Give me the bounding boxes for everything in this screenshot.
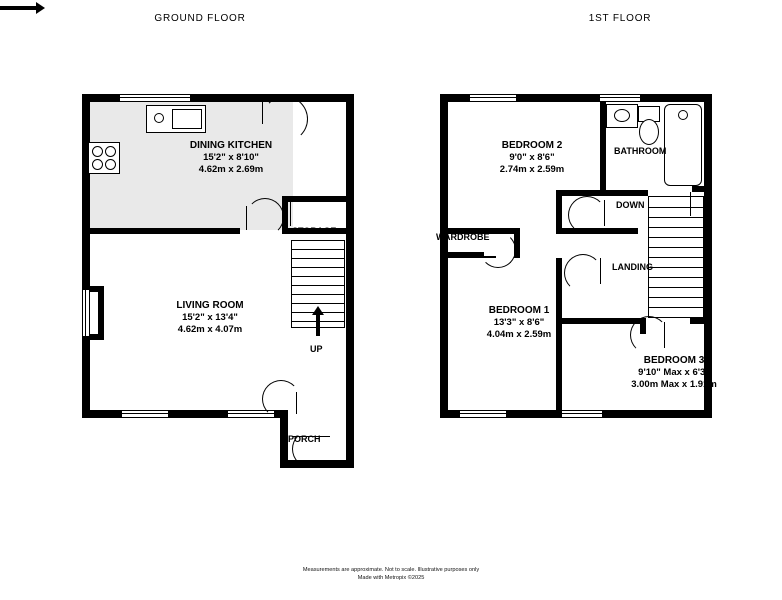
gf-bay-nib-side bbox=[98, 286, 104, 340]
ff-door-bed2-swing bbox=[568, 196, 606, 234]
label-living-room-metric: 4.62m x 4.07m bbox=[177, 324, 243, 335]
label-bedroom-2-metric: 2.74m x 2.59m bbox=[499, 164, 565, 175]
label-wardrobe: WARDROBE bbox=[436, 232, 490, 242]
kitchen-hob-ring-4 bbox=[105, 159, 116, 170]
gf-door-lounge-swing bbox=[246, 198, 284, 236]
label-bedroom-3-name: BEDROOM 3 bbox=[643, 355, 705, 366]
label-living-room-name: LIVING ROOM bbox=[176, 300, 244, 311]
ff-stairs-down-arrow bbox=[0, 0, 48, 16]
label-dining-kitchen-name: DINING KITCHEN bbox=[189, 140, 273, 151]
label-bathroom: BATHROOM bbox=[614, 146, 667, 156]
gf-window-living-bottom-1-glass bbox=[122, 413, 168, 414]
ff-staircase bbox=[648, 196, 704, 318]
ff-wall-bed3-top-right bbox=[690, 318, 712, 324]
gf-door-kitchen-swing bbox=[262, 96, 308, 142]
gf-window-living-bottom-1 bbox=[122, 411, 168, 417]
label-bedroom-2 bbox=[442, 140, 622, 176]
label-dining-kitchen bbox=[136, 140, 326, 176]
ff-window-bathroom-top bbox=[600, 95, 640, 101]
label-dining-kitchen-metric: 4.62m x 2.69m bbox=[198, 164, 264, 175]
label-bedroom-2-name: BEDROOM 2 bbox=[501, 140, 563, 151]
first-floor-title: 1ST FLOOR bbox=[588, 13, 652, 24]
footer-disclaimer bbox=[0, 566, 782, 582]
label-bedroom-1-imperial: 13'3" x 8'6" bbox=[493, 317, 545, 328]
gf-internal-wall-kitchen bbox=[90, 228, 240, 234]
ff-wall-bathroom-right-nib bbox=[692, 186, 712, 192]
ff-window-bed1-bottom-glass bbox=[460, 413, 506, 414]
gf-window-kitchen-top-glass bbox=[120, 97, 190, 98]
label-bedroom-3 bbox=[584, 355, 764, 391]
kitchen-hob-ring-2 bbox=[105, 146, 116, 157]
gf-window-living-left-glass bbox=[85, 290, 86, 336]
ff-door-bed3-swing bbox=[630, 316, 668, 354]
label-bedroom-3-metric: 3.00m Max x 1.91m bbox=[631, 379, 717, 390]
gf-window-living-bottom-2-glass bbox=[228, 413, 274, 414]
kitchen-hob-ring-1 bbox=[92, 146, 103, 157]
kitchen-hob-ring-3 bbox=[92, 159, 103, 170]
kitchen-sink-tap bbox=[154, 113, 164, 123]
ff-window-bed3-bottom bbox=[556, 411, 602, 417]
label-bedroom-1-metric: 4.04m x 2.59m bbox=[486, 329, 552, 340]
kitchen-sink-basin bbox=[172, 109, 202, 129]
label-bedroom-3-imperial: 9'10" Max x 6'3" bbox=[638, 367, 710, 378]
label-dining-kitchen-imperial: 15'2" x 8'10" bbox=[203, 152, 259, 163]
gf-stairs-label: UP bbox=[310, 344, 323, 354]
footer-line-1: Measurements are approximate. Not to scale. Illustrative purposes only bbox=[302, 567, 480, 573]
footer-line-2: Made with Metropix ©2025 bbox=[357, 575, 425, 581]
gf-window-kitchen-top bbox=[120, 95, 190, 101]
ff-window-bed2-top bbox=[470, 95, 516, 101]
label-living-room bbox=[115, 300, 305, 336]
bathroom-wc-pan bbox=[639, 119, 659, 145]
label-bedroom-1-name: BEDROOM 1 bbox=[488, 305, 550, 316]
ff-window-bed2-top-glass bbox=[470, 97, 516, 98]
gf-stairs-up-arrow bbox=[311, 306, 325, 336]
ff-window-bathroom-top-glass bbox=[600, 97, 640, 98]
gf-wall-right bbox=[346, 94, 354, 464]
ff-window-bed3-bottom-glass bbox=[556, 413, 602, 414]
ff-stairs-label: DOWN bbox=[616, 200, 645, 210]
gf-door-porch-inner-swing bbox=[262, 380, 300, 418]
ff-door-bathroom-leaf bbox=[690, 192, 691, 216]
gf-door-storage-leaf bbox=[290, 202, 291, 226]
label-living-room-imperial: 15'2" x 13'4" bbox=[182, 312, 238, 323]
label-porch: PORCH bbox=[288, 434, 321, 444]
gf-storage-wall-top bbox=[282, 196, 348, 202]
bathroom-washbasin-bowl bbox=[614, 109, 630, 122]
bathroom-bath-tap bbox=[678, 110, 688, 120]
gf-window-living-left bbox=[83, 290, 89, 336]
ff-window-bed1-bottom bbox=[460, 411, 506, 417]
label-bedroom-2-imperial: 9'0" x 8'6" bbox=[509, 152, 555, 163]
label-storage: STORAGE bbox=[292, 226, 337, 236]
ff-door-bed1-swing bbox=[564, 254, 602, 292]
ground-floor-title: GROUND FLOOR bbox=[154, 13, 246, 24]
label-landing: LANDING bbox=[612, 262, 653, 272]
label-bedroom-1 bbox=[429, 305, 609, 341]
ff-wall-bed2-right bbox=[556, 196, 562, 234]
